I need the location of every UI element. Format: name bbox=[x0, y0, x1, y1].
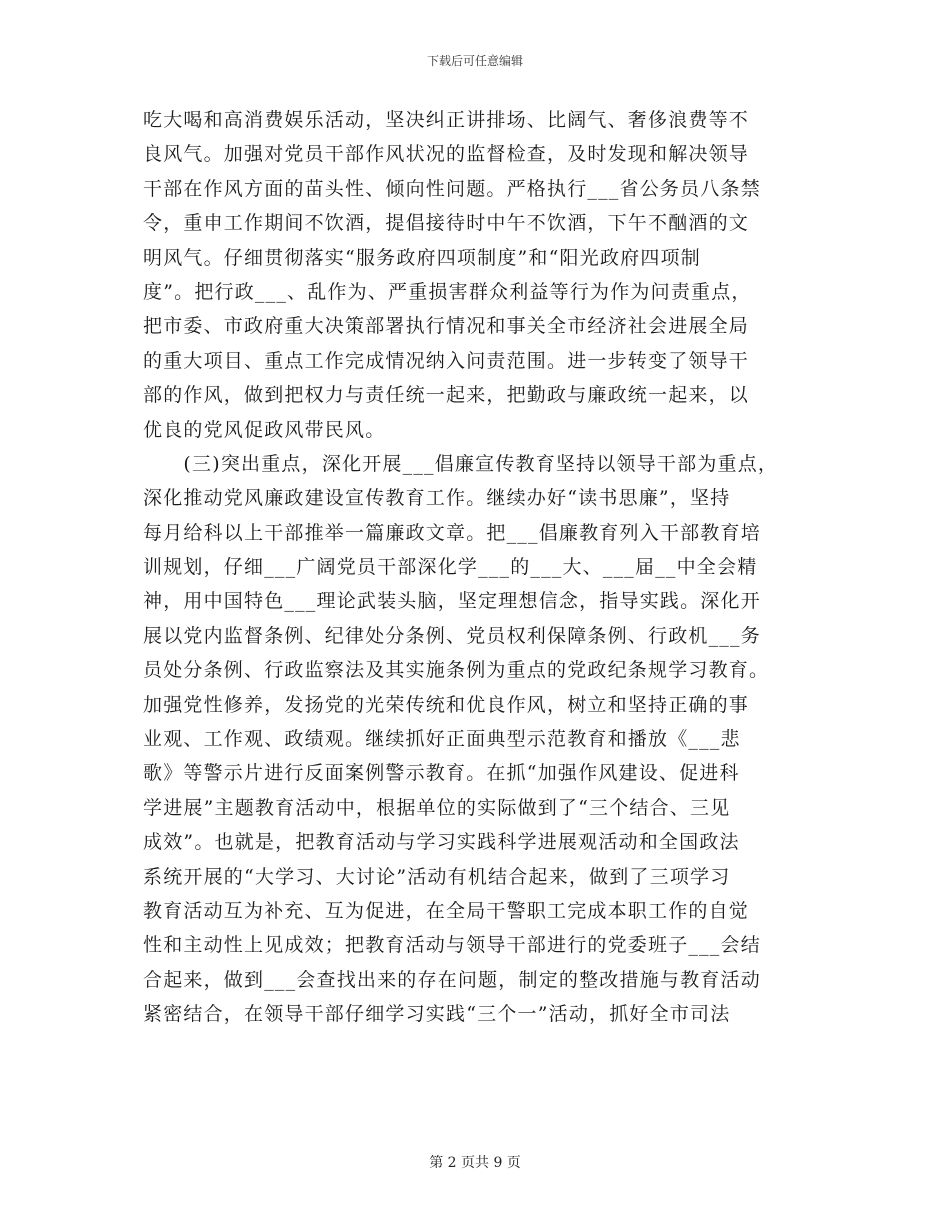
text-line: 每月给科以上干部推举一篇廉政文章。把___倡廉教育列入干部教育培 bbox=[143, 521, 761, 544]
text-line: 把市委、市政府重大决策部署执行情况和事关全市经济社会进展全局 bbox=[143, 315, 750, 338]
text-line: 度”。把行政___、乱作为、严重损害群众利益等行为作为问责重点， bbox=[143, 280, 752, 303]
text-line: 性和主动性上见成效；把教育活动与领导干部进行的党委班子___会结 bbox=[143, 934, 761, 957]
text-line: 良风气。加强对党员干部作风状况的监督检查，及时发现和解决领导 bbox=[143, 143, 750, 166]
text-line: 系统开展的“大学习、大讨论”活动有机结合起来，做到了三项学习 bbox=[143, 865, 731, 888]
text-line: 紧密结合，在领导干部仔细学习实践“三个一”活动，抓好全市司法 bbox=[143, 1003, 731, 1026]
text-line: 部的作风，做到把权力与责任统一起来，把勤政与廉政统一起来，以 bbox=[143, 384, 750, 407]
text-line: 歌》等警示片进行反面案例警示教育。在抓“加强作风建设、促进科 bbox=[143, 762, 740, 785]
text-line: 明风气。仔细贯彻落实“服务政府四项制度”和“阳光政府四项制 bbox=[143, 246, 701, 269]
text-line: 学进展”主题教育活动中，根据单位的实际做到了“三个结合、三见 bbox=[143, 796, 731, 819]
page-number: 第 2 页共 9 页 bbox=[429, 1155, 521, 1171]
text-line: (三)突出重点，深化开展___倡廉宣传教育坚持以领导干部为重点， bbox=[143, 452, 779, 475]
text-line: 神，用中国特色___理论武装头脑，坚定理想信念，指导实践。深化开 bbox=[143, 590, 761, 613]
text-line: 优良的党风促政风带民风。 bbox=[143, 418, 386, 441]
text-line: 的重大项目、重点工作完成情况纳入问责范围。进一步转变了领导干 bbox=[143, 349, 750, 372]
text-line: 业观、工作观、政绩观。继续抓好正面典型示范教育和播放《___悲 bbox=[143, 728, 741, 751]
text-line: 干部在作风方面的苗头性、倾向性问题。严格执行___省公务员八条禁 bbox=[143, 177, 761, 200]
text-line: 深化推动党风廉政建设宣传教育工作。继续办好“读书思廉”，坚持 bbox=[143, 487, 731, 510]
text-line: 教育活动互为补充、互为促进，在全局干警职工完成本职工作的自觉 bbox=[143, 899, 750, 922]
text-line: 吃大喝和高消费娱乐活动，坚决纠正讲排场、比阔气、奢侈浪费等不 bbox=[143, 109, 750, 131]
page-header: 下载后可任意编辑 bbox=[426, 54, 523, 68]
text-line: 展以党内监督条例、纪律处分条例、党员权利保障条例、行政机___务 bbox=[143, 624, 761, 647]
text-line: 员处分条例、行政监察法及其实施条例为重点的党政纪条规学习教育。 bbox=[143, 659, 770, 682]
text-line: 训规划，仔细___广阔党员干部深化学___的___大、___届__中全会精 bbox=[143, 556, 758, 579]
body-text bbox=[143, 103, 815, 1032]
text-line: 合起来，做到___会查找出来的存在问题，制定的整改措施与教育活动 bbox=[143, 968, 761, 991]
text-line: 加强党性修养，发扬党的光荣传统和优良作风，树立和坚持正确的事 bbox=[143, 693, 750, 716]
text-line: 令，重申工作期间不饮酒，提倡接待时中午不饮酒，下午不酗酒的文 bbox=[143, 212, 750, 235]
text-line: 成效”。也就是，把教育活动与学习实践科学进展观活动和全国政法 bbox=[143, 831, 740, 854]
